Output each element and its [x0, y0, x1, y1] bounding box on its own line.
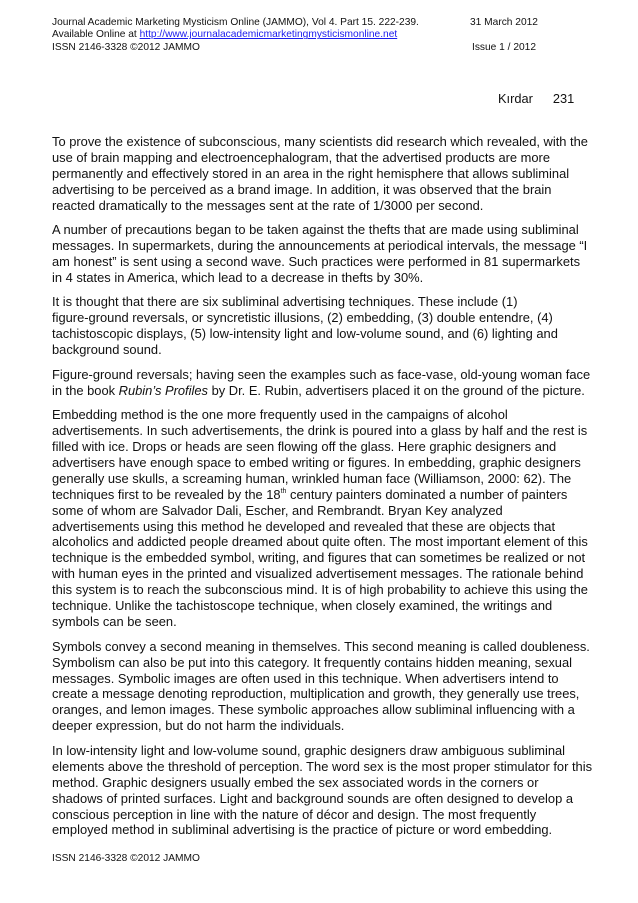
text-line: advertisers have enough space to embed writing or figures. In embedding, graphic designers — [52, 454, 581, 470]
text-line: with human eyes in the printed and visualized advertisement messages. The rationale behind — [52, 566, 584, 582]
journal-url-link[interactable]: http://www.journalacademicmarketingmysticismonline.net — [139, 29, 398, 41]
text-line: technique. Unlike the tachistoscope technique, when closely examined, the writings and — [52, 598, 553, 614]
text-line: filled with ice. Drops or heads are seen flowing off the glass. Here graphic designers and — [52, 438, 557, 454]
text-line: method. Graphic designers usually embed the sex associated words in the corners or — [52, 774, 539, 790]
text-line: A number of precautions began to be taken against the thefts that are made using subliminal — [52, 222, 579, 238]
header-row-issn — [52, 42, 592, 54]
text-line: create a message denoting reproduction, multiplication and growth, they generally use trees, — [52, 686, 580, 702]
paragraph-symbols — [52, 639, 600, 735]
text-line: messages. In supermarkets, during the announcements at periodical intervals, the message “I — [52, 238, 588, 254]
text-line: In low-intensity light and low-volume sound, graphic designers draw ambiguous subliminal — [52, 742, 566, 758]
available-online-label: Available Online at — [52, 29, 140, 41]
text-line — [52, 383, 600, 399]
author-name: Kırdar — [498, 91, 533, 106]
text-line: symbols can be seen. — [52, 614, 177, 630]
text-line: some of whom are Salvador Dali, Escher, and Rembrandt. Bryan Key analyzed — [52, 502, 503, 518]
text-fragment: techniques first to be revealed by the 18 — [52, 486, 281, 502]
text-line: shadows of printed surfaces. Light and background sounds are often designed to develop a — [52, 790, 573, 806]
text-line: oranges, and lemon images. These symbolic approaches allow subliminal influencing with a — [52, 702, 575, 718]
paragraph-subconscious-research — [52, 134, 600, 214]
text-line: reacted dramatically to the messages sent at the rate of 1/3000 per second. — [52, 197, 484, 213]
page-number: 231 — [552, 91, 575, 106]
page-header — [52, 17, 592, 54]
text-fragment: century painters dominated a number of painters — [286, 486, 568, 502]
header-row-journal — [52, 17, 592, 29]
paragraph-figure-ground — [52, 367, 600, 399]
journal-citation: Journal Academic Marketing Mysticism Online (JAMMO), Vol 4. Part 15. 222-239. — [52, 17, 419, 28]
text-line: advertising to be perceived as a brand image. In addition, it was observed that the brain — [52, 181, 552, 197]
text-line: conscious perception in line with the nature of décor and design. The most frequently — [52, 806, 537, 822]
header-row-availability — [52, 29, 592, 41]
text-line: figure-ground reversals, or syncretistic illusions, (2) embedding, (3) double entendre, (4) — [52, 310, 553, 326]
text-line: Embedding method is the one more frequently used in the campaigns of alcohol — [52, 406, 508, 422]
text-line: in 4 states in America, which lead to a decrease in thefts by 30%. — [52, 270, 424, 286]
text-line: tachistoscopic displays, (5) low-intensity light and low-volume sound, and (6) lighting and — [52, 326, 558, 342]
publication-date: 31 March 2012 — [470, 17, 538, 28]
ordinal-superscript: th — [280, 487, 287, 495]
text-line: Symbols convey a second meaning in themselves. This second meaning is called doubleness. — [52, 638, 590, 654]
issue-label: Issue 1 / 2012 — [472, 41, 537, 53]
text-line: To prove the existence of subconscious, many scientists did research which revealed, with the — [52, 134, 588, 149]
paragraph-embedding-method — [52, 407, 600, 630]
text-line: this system is to reach the subconscious mind. It is of high probability to achieve this using the — [52, 582, 588, 598]
paragraph-low-intensity-light — [52, 743, 600, 839]
header-issn: ISSN 2146-3328 ©2012 JAMMO — [52, 41, 200, 53]
paragraph-six-techniques — [52, 294, 600, 358]
paragraph-theft-precautions — [52, 222, 600, 286]
text-line: permanently and effectively stored in an area in the right hemisphere that allows subliminal — [52, 165, 570, 181]
text-line: alcoholics and addicted people dreamed about quite often. The most important element of this — [52, 534, 588, 550]
text-line: am honest” is sent using a second wave. Such practices were performed in 81 supermarkets — [52, 254, 581, 270]
article-body — [52, 134, 600, 847]
text-fragment: in the book — [52, 382, 119, 398]
text-line — [52, 487, 600, 503]
text-line: generally use skulls, a screaming human, wrinkled human face (Williamson, 2000: 62). The — [52, 470, 572, 486]
text-line: advertisements using this method he developed and revealed that these are objects that — [52, 518, 556, 534]
text-line: messages. Symbolic images are often used in this technique. When advertisers intend to — [52, 670, 559, 686]
text-line: Symbolism can also be put into this category. It frequently contains hidden meaning, sexual — [52, 654, 572, 670]
text-line: deeper expression, but do not harm the individuals. — [52, 718, 345, 734]
text-line: Figure-ground reversals; having seen the examples such as face-vase, old-young woman face — [52, 366, 591, 382]
text-line: It is thought that there are six subliminal advertising techniques. These include (1) — [52, 294, 518, 310]
text-line: advertisements. In such advertisements, the drink is poured into a glass by half and the rest is — [52, 422, 588, 438]
page-footer: ISSN 2146-3328 ©2012 JAMMO — [52, 853, 200, 864]
running-head — [498, 91, 574, 106]
text-line: use of brain mapping and electroencephalogram, that the advertised products are more — [52, 149, 551, 165]
text-fragment: by Dr. E. Rubin, advertisers placed it on the ground of the picture. — [207, 382, 585, 398]
text-line: background sound. — [52, 342, 162, 358]
text-line: elements above the threshold of perception. The word sex is the most proper stimulator for this — [52, 758, 593, 774]
text-line: employed method in subliminal advertising is the practice of picture or word embedding. — [52, 822, 553, 838]
book-title: Rubin’s Profiles — [118, 382, 208, 398]
text-line: technique is the embedded symbol, writing, and figures that can sometimes be realized or not — [52, 550, 586, 566]
